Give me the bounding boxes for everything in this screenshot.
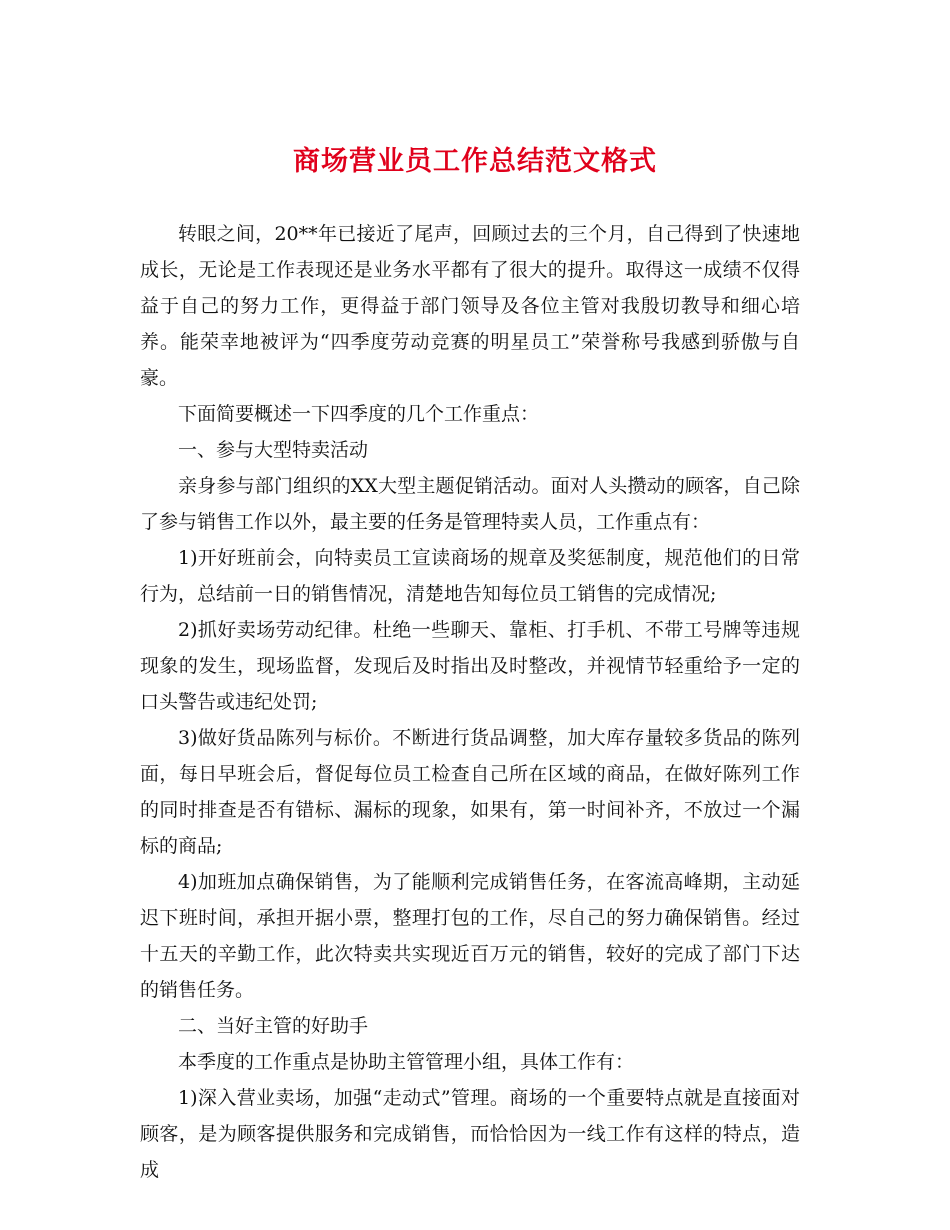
paragraph-section-2: 本季度的工作重点是协助主管管理小组，具体工作有： [178,1051,635,1073]
list-item-3: 3)做好货品陈列与标价。不断进行货品调整，加大库存量较多货品的陈列面，每日早班会后，督促每位员工检查自己所在区域的商品，在做好陈列工作的同时排查是否有错标、漏标的现象，如果有，第一时间补齐，不放过一个漏标的商品; [140,727,800,857]
section-heading-1: 一、参与大型特卖活动 [178,439,369,461]
paragraph-section-1: 亲身参与部门组织的XX大型主题促销活动。面对人头攒动的顾客，自己除了参与销售工作以外，最主要的任务是管理特卖人员，工作重点有： [140,475,800,533]
document-body [140,216,800,1188]
list-item-4: 4)加班加点确保销售，为了能顺利完成销售任务，在客流高峰期，主动延迟下班时间，承担开据小票，整理打包的工作，尽自己的努力确保销售。经过十五天的辛勤工作，此次特卖共实现近百万元的销售，较好的完成了部门下达的销售任务。 [140,871,800,1001]
paragraph-overview: 下面简要概述一下四季度的几个工作重点： [178,403,540,425]
paragraph-intro: 转眼之间，20**年已接近了尾声，回顾过去的三个月，自己得到了快速地成长，无论是工作表现还是业务水平都有了很大的提升。取得这一成绩不仅得益于自己的努力工作，更得益于部门领导及各位主管对我殷切教导和细心培养。能荣幸地被评为“四季度劳动竞赛的明星员工”荣誉称号我感到骄傲与自豪。 [140,223,800,389]
list-item-5: 1)深入营业卖场，加强“走动式”管理。商场的一个重要特点就是直接面对顾客，是为顾客提供服务和完成销售，而恰恰因为一线工作有这样的特点，造成 [140,1087,800,1181]
document-title: 商场营业员工作总结范文格式 [293,146,657,177]
list-item-1: 1)开好班前会，向特卖员工宣读商场的规章及奖惩制度，规范他们的日常行为，总结前一日的销售情况，清楚地告知每位员工销售的完成情况; [140,547,800,605]
list-item-2: 2)抓好卖场劳动纪律。杜绝一些聊天、靠柜、打手机、不带工号牌等违规现象的发生，现场监督，发现后及时指出及时整改，并视情节轻重给予一定的口头警告或违纪处罚; [140,619,800,713]
section-heading-2: 二、当好主管的好助手 [178,1015,369,1037]
